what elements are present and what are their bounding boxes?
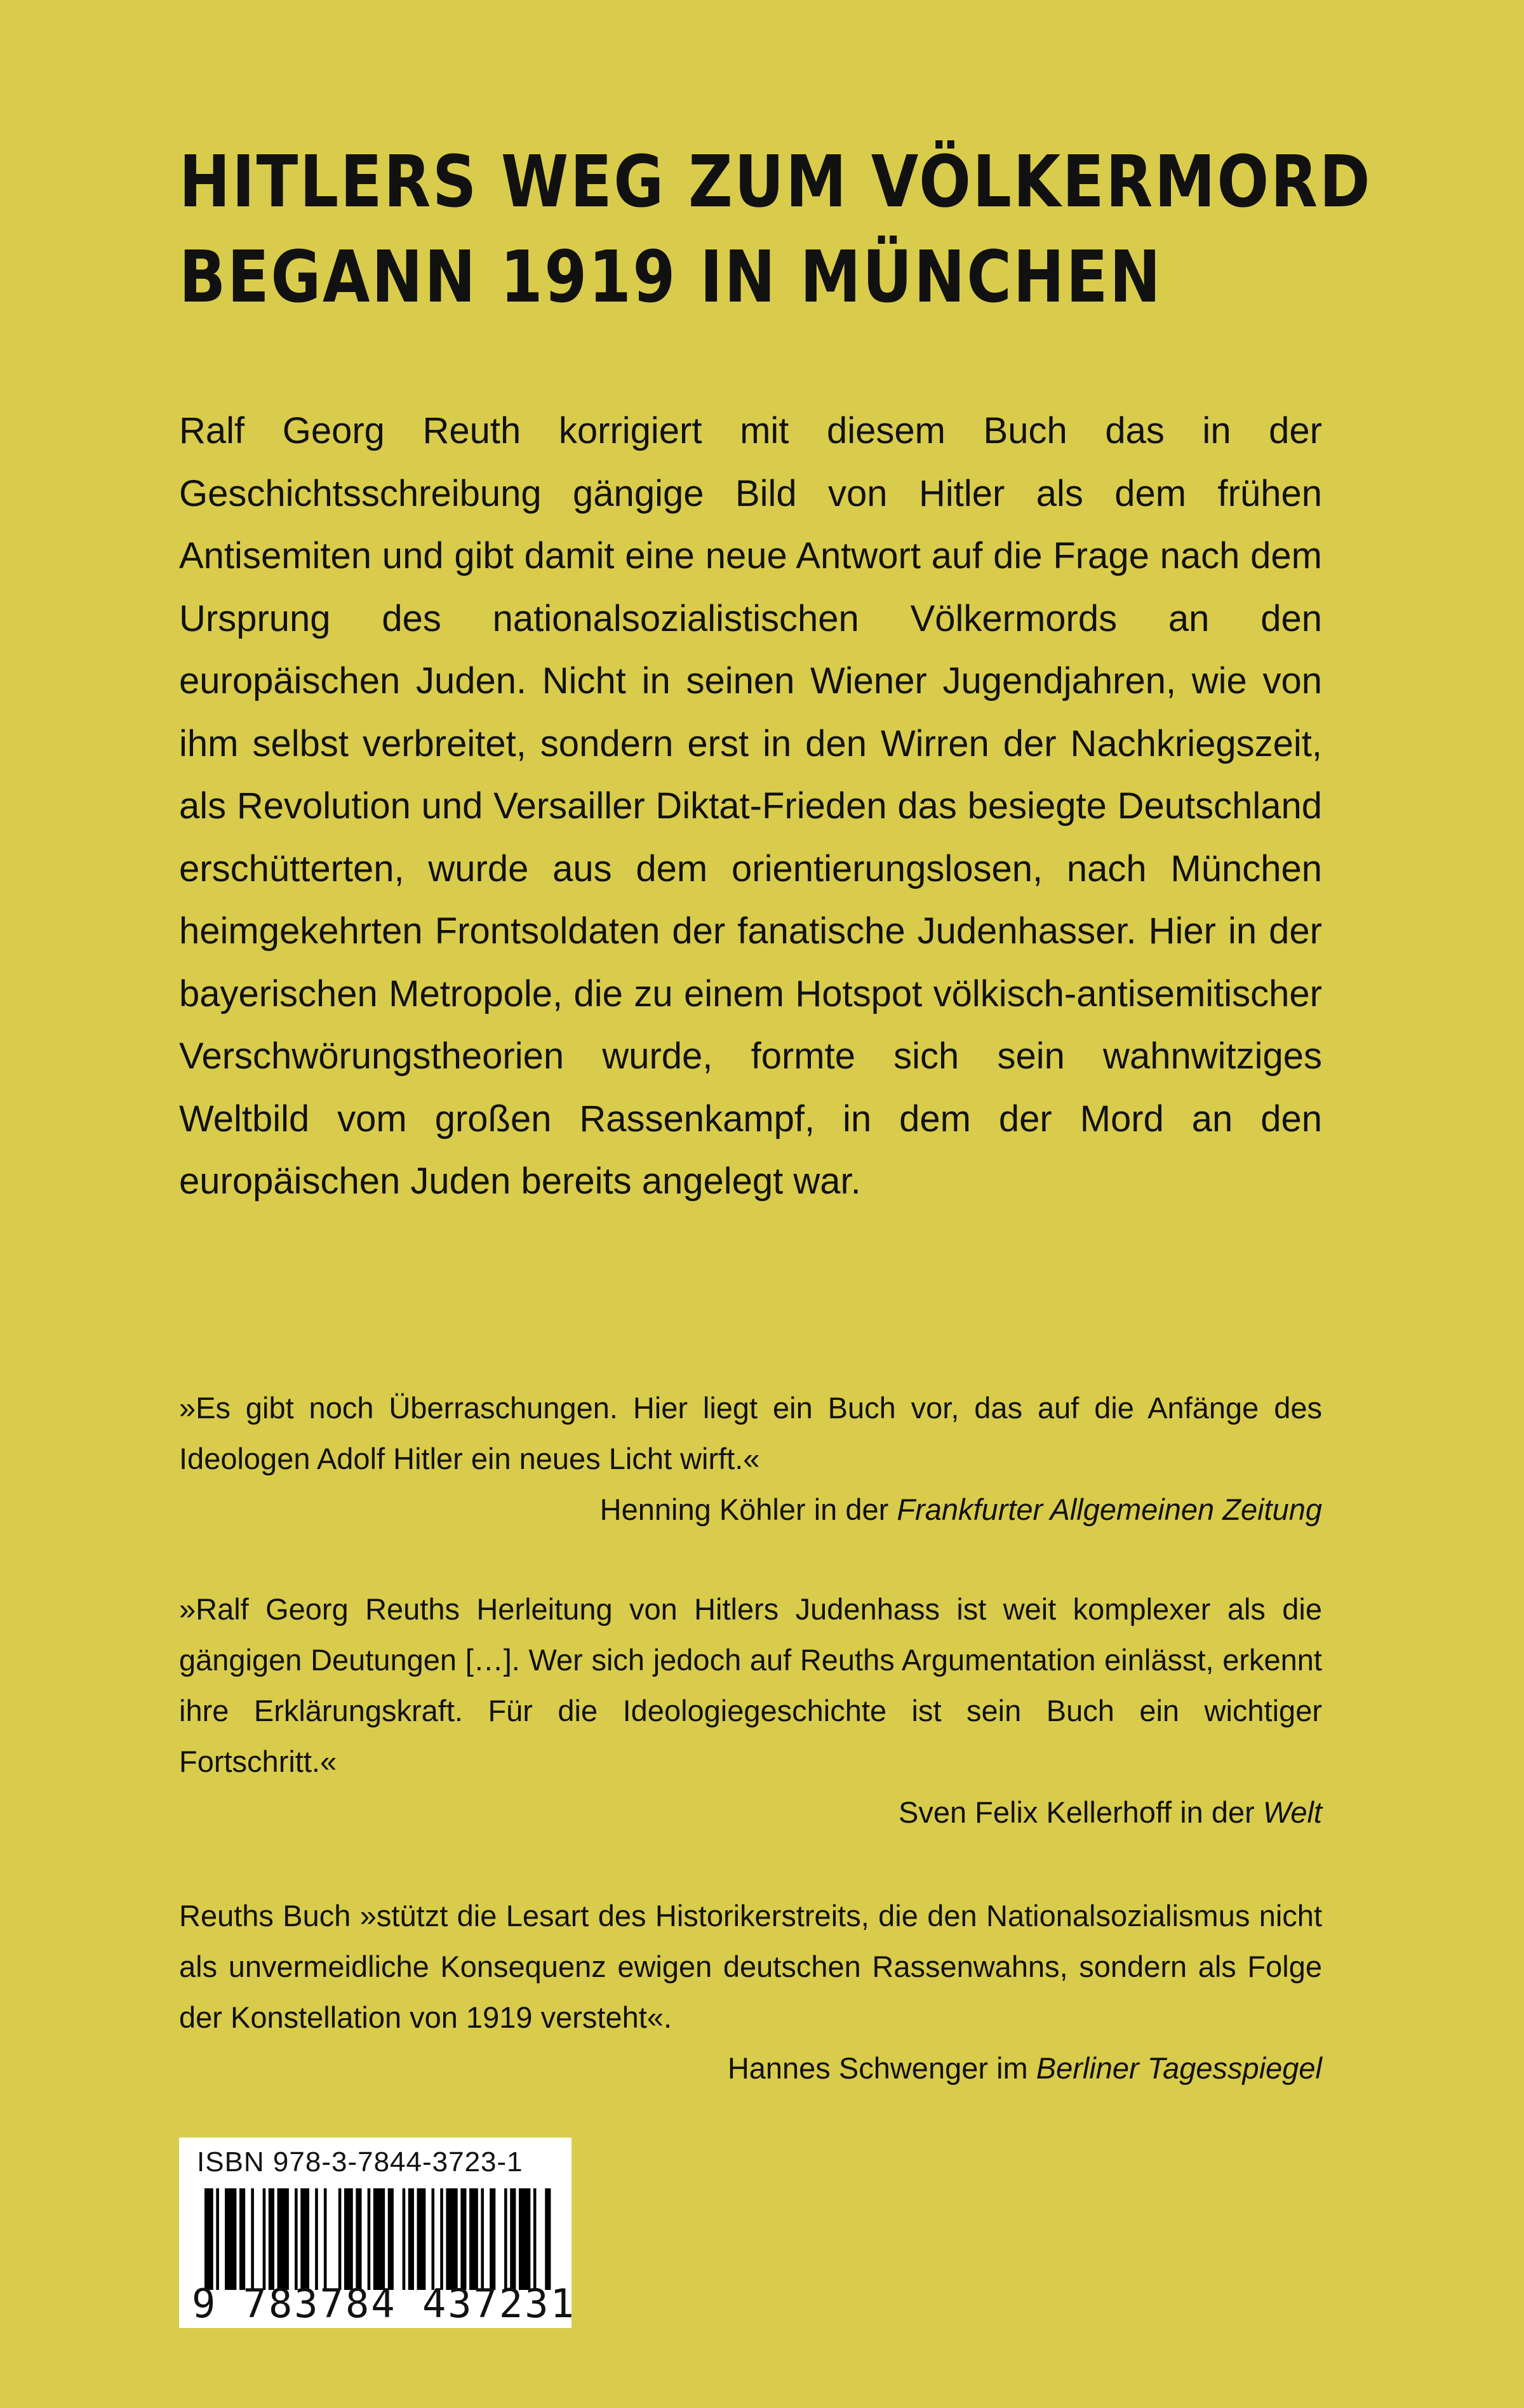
quote-attribution	[179, 1787, 1322, 1838]
isbn-barcode	[179, 2138, 576, 2328]
quote-author: Henning Köhler in der	[599, 1493, 889, 1526]
review-quote-2	[179, 1584, 1322, 1838]
quote-source: Frankfurter Allgemeinen Zeitung	[897, 1493, 1322, 1526]
blurb-text: Ralf Georg Reuth korrigiert mit diesem Buch das in der Geschichtsschreibung gängige Bild von Hitler als dem frühen Antisemiten und gibt damit eine neue Antwort auf die Frage nach dem Ursprung des nationalsozialistischen Völkermords an den europäischen Juden. Nicht in seinen Wiener Jugendjahren, wie von ihm selbst verbreitet, sondern erst in den Wirren der Nachkriegszeit, als Revolution und Versailler Diktat-Frieden das besiegte Deutschland erschütterten, wurde aus dem orientierungslosen, nach München heimgekehrten Frontsoldaten der fanatische Judenhasser. Hier in der bayerischen Metropole, die zu einem Hotspot völkisch-antisemitischer Verschwörungstheorien wurde, formte sich sein wahnwitziges Weltbild vom großen Rassenkampf, in dem der Mord an den europäischen Juden bereits angelegt war.	[179, 410, 1322, 1202]
review-quote-1	[179, 1383, 1322, 1535]
quote-source: Welt	[1262, 1795, 1322, 1829]
headline-line-1: HITLERS WEG ZUM VÖLKERMORD	[179, 141, 1372, 223]
quote-author: Sven Felix Kellerhoff in der	[898, 1795, 1255, 1829]
review-quote-3	[179, 1891, 1322, 2094]
quote-text: Reuths Buch »stützt die Lesart des Historikerstreits, die den Nationalsozialismus nicht als unvermeidliche Konsequenz ewigen deutschen Rassenwahns, sondern als Folge der Konstellation von 1919 versteht«.	[179, 1899, 1322, 2034]
quote-text: »Ralf Georg Reuths Herleitung von Hitlers Judenhass ist weit komplexer als die gängigen Deutungen […]. Wer sich jedoch auf Reuths Argumentation einlässt, erkennt ihre Erklärungskraft. Für die Ideologiegeschichte ist sein Buch ein wichtiger Fortschritt.«	[179, 1592, 1322, 1778]
quote-text: »Es gibt noch Überraschungen. Hier liegt ein Buch vor, das auf die Anfänge des Ideologen Adolf Hitler ein neues Licht wirft.«	[179, 1391, 1322, 1475]
quote-author: Hannes Schwenger im	[727, 2051, 1028, 2085]
quote-attribution	[179, 1484, 1322, 1535]
headline-line-2: BEGANN 1919 IN MÜNCHEN	[179, 236, 1163, 319]
barcode-digits: 9 783784 437231	[192, 2280, 576, 2327]
barcode-bars-icon	[204, 2188, 554, 2290]
isbn-label: ISBN 978-3-7844-3723-1	[197, 2146, 523, 2178]
quote-attribution	[179, 2043, 1322, 2094]
headline	[179, 135, 1372, 325]
quote-source: Berliner Tagesspiegel	[1036, 2051, 1322, 2085]
